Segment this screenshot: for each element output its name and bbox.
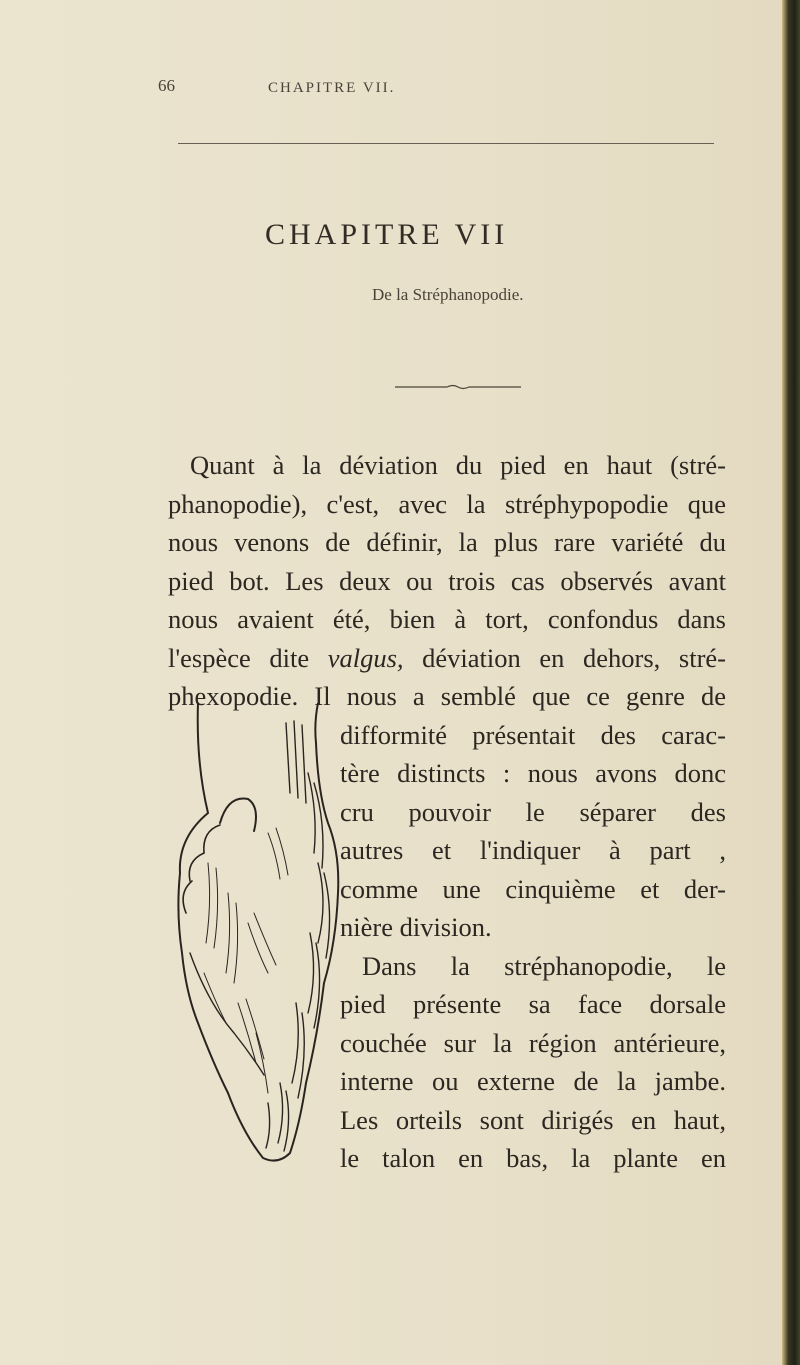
text-line: difformité présentait des carac- bbox=[340, 719, 726, 750]
text-fragment: déviation en dehors, stré- bbox=[403, 642, 726, 673]
italic-term: valgus, bbox=[327, 642, 404, 673]
text-line: nière division. bbox=[340, 912, 492, 942]
text-fragment: l'espèce dite bbox=[168, 642, 328, 673]
foot-illustration bbox=[168, 703, 348, 1173]
text-line: autres et l'indiquer à part , bbox=[340, 835, 726, 865]
ornament-rule bbox=[395, 384, 521, 390]
text-line: interne ou externe de la jambe. bbox=[340, 1066, 726, 1096]
page-number: 66 bbox=[158, 76, 175, 95]
chapter-title: CHAPITRE VII bbox=[265, 218, 509, 251]
text-line: couchée sur la région antérieure, bbox=[340, 1027, 726, 1058]
chapter-subtitle: De la Stréphanopodie. bbox=[372, 285, 524, 304]
text-line bbox=[168, 639, 726, 678]
text-line: phexopodie. Il nous a semblé que ce genre de bbox=[168, 681, 726, 711]
text-line: pied bot. Les deux ou trois cas observés avant bbox=[168, 565, 726, 596]
running-head: CHAPITRE VII. bbox=[268, 80, 396, 96]
text-line: comme une cinquième et der- bbox=[340, 873, 726, 904]
text-line: nous avaient été, bien à tort, confondus dans bbox=[168, 604, 726, 634]
text-line: pied présente sa face dorsale bbox=[340, 989, 726, 1019]
text-line: cru pouvoir le séparer des bbox=[340, 796, 726, 827]
text-line: tère distincts : nous avons donc bbox=[340, 758, 726, 788]
text-line: Les orteils sont dirigés en haut, bbox=[340, 1104, 726, 1135]
text-line: nous venons de définir, la plus rare variété du bbox=[168, 527, 726, 557]
text-line: le talon en bas, la plante en bbox=[340, 1143, 726, 1173]
text-line: Dans la stréphanopodie, le bbox=[362, 950, 726, 981]
text-line: Quant à la déviation du pied en haut (stré- bbox=[190, 450, 726, 480]
text-line: phanopodie), c'est, avec la stréphypopodie que bbox=[168, 488, 726, 519]
header-rule bbox=[178, 143, 714, 144]
book-spine-edge bbox=[782, 0, 800, 1365]
